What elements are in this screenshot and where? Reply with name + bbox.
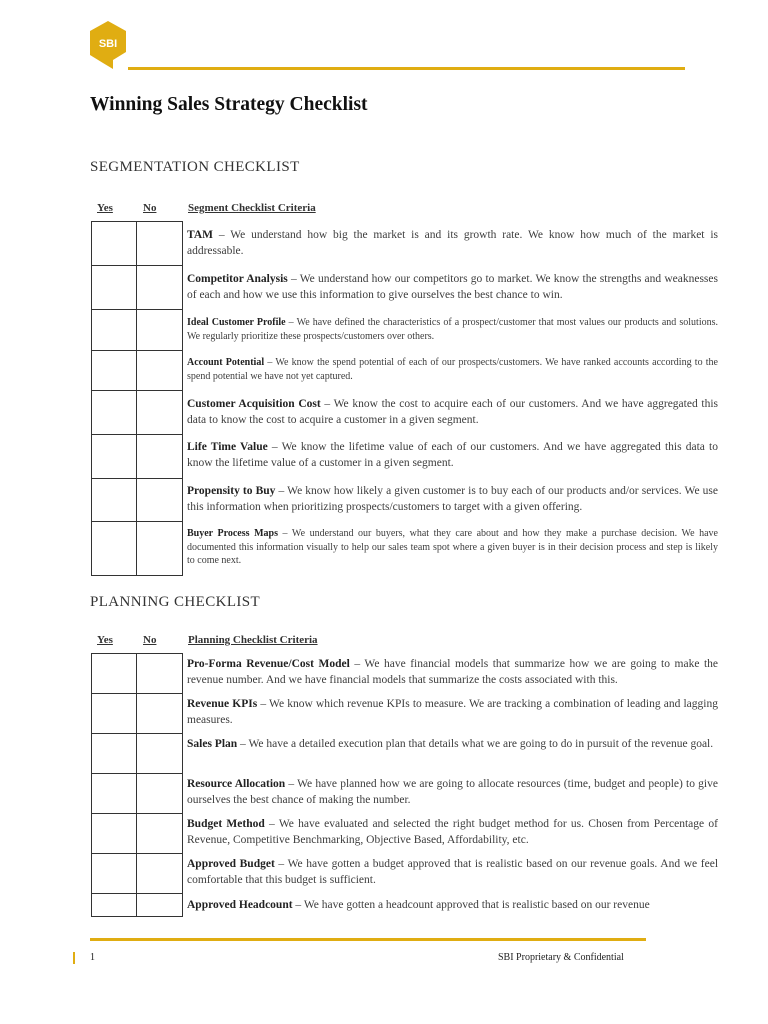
planning-item-approved-budget: Approved Budget – We have gotten a budget approved that is realistic based on our revenue goals. And we feel comfortable that this budget is sufficient.: [187, 858, 719, 886]
planning-row-divider: [91, 853, 183, 854]
segmentation-item-ideal-customer-profile: Ideal Customer Profile – We have defined the characteristics of a prospect/customer that most values our products and solutions. We regularly prioritize these prospects/customers over others.: [187, 317, 718, 342]
header-rule: [128, 67, 685, 70]
footer-accent-mark: [73, 952, 75, 964]
planning-item-budget-method: Budget Method – We have evaluated and selected the right budget method for us. Chosen from Percentage of Revenue, Competitive Benchmarking, Objective Based, Affordability, etc.: [187, 818, 718, 846]
planning-col-yes: Yes: [97, 634, 113, 646]
planning-col-no: No: [143, 634, 157, 646]
segmentation-item-propensity-to-buy: Propensity to Buy – We know how likely a given customer is to buy each of our products and/or services. We use this information when prioritizing prospects/customers to target with a given offering.: [187, 485, 718, 513]
confidentiality-notice: SBI Proprietary & Confidential: [498, 952, 624, 963]
planning-heading: PLANNING CHECKLIST: [90, 594, 261, 610]
page-title: Winning Sales Strategy Checklist: [90, 94, 368, 115]
segmentation-row-divider: [91, 309, 183, 310]
segmentation-col-yes: Yes: [97, 202, 113, 214]
planning-col-criteria: Planning Checklist Criteria: [188, 634, 318, 646]
segmentation-col-criteria: Segment Checklist Criteria: [188, 202, 316, 214]
segmentation-row-divider: [91, 521, 183, 522]
segmentation-column-divider: [136, 221, 137, 576]
sbi-logo: [89, 20, 127, 70]
segmentation-row-divider: [91, 265, 183, 266]
segmentation-heading: SEGMENTATION CHECKLIST: [90, 159, 300, 175]
planning-item-resource-allocation: Resource Allocation – We have planned how we are going to allocate resources (time, budget and people) to give ourselves the best chance of making the number.: [187, 778, 718, 806]
planning-row-divider: [91, 773, 183, 774]
planning-item-pro-forma-model: Pro-Forma Revenue/Cost Model – We have financial models that summarize how we are going to make the revenue number. And we have financial models that summarize the costs associated with this.: [187, 658, 718, 686]
segmentation-item-tam: TAM – We understand how big the market is and its growth rate. We know how much of the market is addressable.: [187, 229, 718, 257]
segmentation-row-divider: [91, 390, 183, 391]
segmentation-col-no: No: [143, 202, 157, 214]
segmentation-item-life-time-value: Life Time Value – We know the lifetime value of each of our customers. And we have aggregated this data to know the lifetime value of a customer in a given segment.: [187, 441, 718, 469]
footer-rule: [90, 938, 646, 941]
segmentation-item-competitor-analysis: Competitor Analysis – We understand how our competitors go to market. We know the strengths and weaknesses of each and how we use this information to give ourselves the best chance to win.: [187, 273, 718, 301]
segmentation-item-customer-acquisition-cost: Customer Acquisition Cost – We know the cost to acquire each of our customers. And we have aggregated this data to know the cost to acquire a customer in a given segment.: [187, 398, 718, 426]
planning-item-sales-plan: Sales Plan – We have a detailed execution plan that details what we are going to do in pursuit of the revenue goal.: [187, 738, 714, 750]
logo-text: SBI: [98, 38, 118, 50]
segmentation-checkbox-grid: [91, 221, 183, 576]
planning-row-divider: [91, 813, 183, 814]
planning-row-divider: [91, 733, 183, 734]
segmentation-item-account-potential: Account Potential – We know the spend potential of each of our prospects/customers. We have ranked accounts according to the spend potential we have not yet captured.: [187, 357, 718, 382]
planning-row-divider: [91, 693, 183, 694]
page-number: 1: [90, 952, 95, 963]
planning-item-revenue-kpis: Revenue KPIs – We know which revenue KPIs to measure. We are tracking a combination of leading and lagging measures.: [187, 698, 718, 726]
planning-item-approved-headcount: Approved Headcount – We have gotten a headcount approved that is realistic based on our revenue: [187, 899, 650, 911]
segmentation-row-divider: [91, 350, 183, 351]
segmentation-item-buyer-process-maps: Buyer Process Maps – We understand our buyers, what they care about and how they make a purchase decision. We have documented this information visually to help our sales team spot where a given buyer is in their decision process and step is likely to come next.: [187, 528, 718, 566]
planning-row-divider: [91, 893, 183, 894]
segmentation-row-divider: [91, 434, 183, 435]
segmentation-row-divider: [91, 478, 183, 479]
